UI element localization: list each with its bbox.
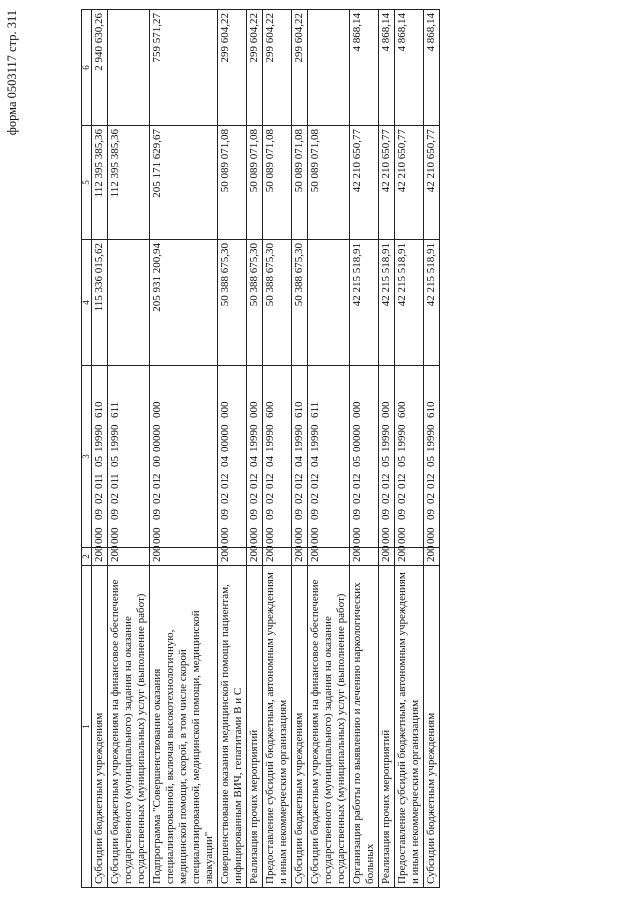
code-activity: 05: [396, 456, 408, 467]
code-admin: 000: [264, 527, 276, 544]
code-admin: 000: [248, 527, 260, 544]
code-direction: 19990: [309, 424, 321, 452]
column-number: 2: [82, 548, 92, 566]
budget-classification-cell: [247, 366, 263, 548]
indicator-name-cell: Предоставление субсидий бюджетным, автономным учреждениям и иным некоммерческим организациям: [263, 566, 292, 888]
code-admin: 000: [219, 527, 231, 544]
code-section: 09: [309, 509, 321, 520]
code-section: 09: [293, 509, 305, 520]
rotated-table-sheet: [5, 10, 531, 888]
code-expense-type: 000: [219, 401, 231, 418]
column-number: 3: [82, 366, 92, 548]
line-code-cell: 200: [150, 548, 218, 566]
code-direction: 19990: [425, 424, 437, 452]
code-admin: 000: [93, 527, 105, 544]
indicator-name-cell: Подпрограмма "Совершенствование оказания специализированной, включая высокотехнологичную, медицинской помощи, скорой, в том числе скорой специализированной, медицинской помощи, медицинской эвакуации": [150, 566, 218, 888]
indicator-name-cell: Субсидии бюджетным учреждениям: [424, 566, 440, 888]
code-section: 09: [351, 509, 363, 520]
unexecuted-amount-cell: 299 604,22: [292, 10, 308, 126]
executed-amount-cell: 42 210 650,77: [350, 126, 379, 240]
code-subsection: 02: [396, 493, 408, 504]
line-code-cell: 200: [395, 548, 424, 566]
code-subsection: 02: [264, 493, 276, 504]
executed-amount-cell: 42 210 650,77: [379, 126, 395, 240]
code-section: 09: [380, 509, 392, 520]
budget-classification-cell: [292, 366, 308, 548]
code-program: 01: [425, 478, 437, 489]
code-direction: 19990: [93, 424, 105, 452]
code-program: 01: [248, 478, 260, 489]
code-subsection: 02: [219, 493, 231, 504]
executed-amount-cell: 50 089 071,08: [247, 126, 263, 240]
code-subprogram: 2: [309, 473, 321, 479]
code-subprogram: 1: [109, 473, 121, 479]
table-row: [395, 10, 424, 888]
table-body: [92, 10, 440, 888]
budget-classification-cell: [308, 366, 350, 548]
table-row: [247, 10, 263, 888]
code-section: 09: [396, 509, 408, 520]
code-direction: 00000: [151, 424, 163, 452]
table-row: [350, 10, 379, 888]
code-section: 09: [93, 509, 105, 520]
approved-amount-cell: 50 388 675,30: [247, 240, 263, 366]
approved-amount-cell: [108, 240, 150, 366]
code-expense-type: 000: [248, 401, 260, 418]
budget-classification-cell: [379, 366, 395, 548]
unexecuted-amount-cell: 4 868,14: [350, 10, 379, 126]
code-admin: 000: [309, 527, 321, 544]
code-admin: 000: [425, 527, 437, 544]
approved-amount-cell: 50 388 675,30: [218, 240, 247, 366]
budget-classification-cell: [263, 366, 292, 548]
budget-classification-cell: [150, 366, 218, 548]
approved-amount-cell: 42 215 518,91: [395, 240, 424, 366]
code-subsection: 02: [248, 493, 260, 504]
code-subprogram: 2: [264, 473, 276, 479]
table-row: [218, 10, 247, 888]
indicator-name-cell: Субсидии бюджетным учреждениям на финансовое обеспечение государственного (муниципального) задания на оказание государственных (муниципальных) услуг (выполнение работ): [108, 566, 150, 888]
code-program: 01: [351, 478, 363, 489]
table-row: [379, 10, 395, 888]
indicator-name-cell: Субсидии бюджетным учреждениям: [92, 566, 108, 888]
executed-amount-cell: 42 210 650,77: [395, 126, 424, 240]
code-subsection: 02: [93, 493, 105, 504]
code-section: 09: [248, 509, 260, 520]
unexecuted-amount-cell: 299 604,22: [218, 10, 247, 126]
code-activity: 05: [425, 456, 437, 467]
table-row: [308, 10, 350, 888]
column-number: 1: [82, 566, 92, 888]
unexecuted-amount-cell: 299 604,22: [263, 10, 292, 126]
code-subsection: 02: [151, 493, 163, 504]
code-admin: 000: [380, 527, 392, 544]
code-expense-type: 600: [396, 401, 408, 418]
code-admin: 000: [351, 527, 363, 544]
indicator-name-cell: Субсидии бюджетным учреждениям на финансовое обеспечение государственного (муниципального) задания на оказание государственных (муниципальных) услуг (выполнение работ): [308, 566, 350, 888]
code-program: 01: [93, 478, 105, 489]
code-direction: 19990: [109, 424, 121, 452]
unexecuted-amount-cell: 4 868,14: [395, 10, 424, 126]
code-expense-type: 610: [93, 401, 105, 418]
column-number-row: [82, 10, 92, 888]
indicator-name-cell: Совершенствование оказания медицинской помощи пациентам, инфицированным ВИЧ, гепатитами В и С: [218, 566, 247, 888]
approved-amount-cell: [308, 240, 350, 366]
indicator-name-cell: Организация работы по выявлению и лечению наркологических больных: [350, 566, 379, 888]
unexecuted-amount-cell: 759 571,27: [150, 10, 218, 126]
code-section: 09: [219, 509, 231, 520]
code-subsection: 02: [425, 493, 437, 504]
table-row: [292, 10, 308, 888]
code-admin: 000: [109, 527, 121, 544]
executed-amount-cell: 50 089 071,08: [308, 126, 350, 240]
unexecuted-amount-cell: 2 940 630,26: [92, 10, 108, 126]
line-code-cell: 200: [350, 548, 379, 566]
code-section: 09: [264, 509, 276, 520]
indicator-name-cell: Субсидии бюджетным учреждениям: [292, 566, 308, 888]
code-program: 01: [219, 478, 231, 489]
budget-classification-cell: [108, 366, 150, 548]
indicator-name-cell: Реализация прочих мероприятий: [379, 566, 395, 888]
code-subsection: 02: [309, 493, 321, 504]
table-row: [108, 10, 150, 888]
table-row: [424, 10, 440, 888]
table-row: [92, 10, 108, 888]
unexecuted-amount-cell: 4 868,14: [424, 10, 440, 126]
code-activity: 04: [309, 456, 321, 467]
unexecuted-amount-cell: [308, 10, 350, 126]
code-subprogram: 2: [425, 473, 437, 479]
code-activity: 04: [248, 456, 260, 467]
code-subprogram: 1: [93, 473, 105, 479]
budget-classification-cell: [350, 366, 379, 548]
code-expense-type: 000: [351, 401, 363, 418]
approved-amount-cell: 50 388 675,30: [292, 240, 308, 366]
code-section: 09: [109, 509, 121, 520]
code-subsection: 02: [109, 493, 121, 504]
code-subprogram: 2: [351, 473, 363, 479]
line-code-cell: 200: [308, 548, 350, 566]
line-code-cell: 200: [292, 548, 308, 566]
line-code-cell: 200: [247, 548, 263, 566]
code-expense-type: 000: [380, 401, 392, 418]
line-code-cell: 200: [263, 548, 292, 566]
code-activity: 05: [380, 456, 392, 467]
code-direction: 19990: [380, 424, 392, 452]
indicator-name-cell: Предоставление субсидий бюджетным, автономным учреждениям и иным некоммерческим организациям: [395, 566, 424, 888]
line-code-cell: 200: [424, 548, 440, 566]
budget-classification-cell: [395, 366, 424, 548]
code-expense-type: 000: [151, 401, 163, 418]
form-reference: форма 0503117 стр. 311: [5, 10, 19, 136]
code-activity: 04: [264, 456, 276, 467]
code-program: 01: [151, 478, 163, 489]
code-expense-type: 611: [109, 401, 121, 418]
code-subprogram: 2: [219, 473, 231, 479]
table-row: [150, 10, 218, 888]
code-subprogram: 2: [293, 473, 305, 479]
table-row: [263, 10, 292, 888]
code-activity: 04: [219, 456, 231, 467]
code-admin: 000: [293, 527, 305, 544]
code-activity: 05: [93, 456, 105, 467]
line-code-cell: 200: [108, 548, 150, 566]
code-direction: 19990: [248, 424, 260, 452]
budget-classification-cell: [92, 366, 108, 548]
code-activity: 04: [293, 456, 305, 467]
code-expense-type: 600: [264, 401, 276, 418]
approved-amount-cell: 42 215 518,91: [379, 240, 395, 366]
approved-amount-cell: 205 931 200,94: [150, 240, 218, 366]
line-code-cell: 200: [218, 548, 247, 566]
approved-amount-cell: 115 336 015,62: [92, 240, 108, 366]
executed-amount-cell: 112 395 385,36: [108, 126, 150, 240]
code-activity: 00: [151, 456, 163, 467]
code-subsection: 02: [380, 493, 392, 504]
code-direction: 00000: [219, 424, 231, 452]
code-subprogram: 2: [248, 473, 260, 479]
code-program: 01: [293, 478, 305, 489]
code-subsection: 02: [293, 493, 305, 504]
budget-classification-cell: [218, 366, 247, 548]
code-direction: 19990: [264, 424, 276, 452]
code-subprogram: 2: [396, 473, 408, 479]
unexecuted-amount-cell: 299 604,22: [247, 10, 263, 126]
approved-amount-cell: 50 388 675,30: [263, 240, 292, 366]
executed-amount-cell: 50 089 071,08: [292, 126, 308, 240]
code-program: 01: [109, 478, 121, 489]
budget-table: [81, 9, 440, 888]
code-section: 09: [151, 509, 163, 520]
code-subprogram: 2: [151, 473, 163, 479]
approved-amount-cell: 42 215 518,91: [350, 240, 379, 366]
unexecuted-amount-cell: [108, 10, 150, 126]
code-activity: 05: [109, 456, 121, 467]
code-section: 09: [425, 509, 437, 520]
code-expense-type: 610: [293, 401, 305, 418]
code-subsection: 02: [351, 493, 363, 504]
code-direction: 00000: [351, 424, 363, 452]
budget-classification-cell: [424, 366, 440, 548]
line-code-cell: 200: [92, 548, 108, 566]
executed-amount-cell: 112 395 385,36: [92, 126, 108, 240]
unexecuted-amount-cell: 4 868,14: [379, 10, 395, 126]
code-admin: 000: [151, 527, 163, 544]
approved-amount-cell: 42 215 518,91: [424, 240, 440, 366]
code-expense-type: 610: [425, 401, 437, 418]
executed-amount-cell: 205 171 629,67: [150, 126, 218, 240]
executed-amount-cell: 42 210 650,77: [424, 126, 440, 240]
code-activity: 05: [351, 456, 363, 467]
indicator-name-cell: Реализация прочих мероприятий: [247, 566, 263, 888]
code-program: 01: [264, 478, 276, 489]
column-number: 6: [82, 10, 92, 126]
executed-amount-cell: 50 089 071,08: [263, 126, 292, 240]
code-program: 01: [309, 478, 321, 489]
column-number: 5: [82, 126, 92, 240]
column-number: 4: [82, 240, 92, 366]
line-code-cell: 200: [379, 548, 395, 566]
code-program: 01: [396, 478, 408, 489]
executed-amount-cell: 50 089 071,08: [218, 126, 247, 240]
code-subprogram: 2: [380, 473, 392, 479]
code-admin: 000: [396, 527, 408, 544]
code-direction: 19990: [396, 424, 408, 452]
code-program: 01: [380, 478, 392, 489]
code-expense-type: 611: [309, 401, 321, 418]
code-direction: 19990: [293, 424, 305, 452]
